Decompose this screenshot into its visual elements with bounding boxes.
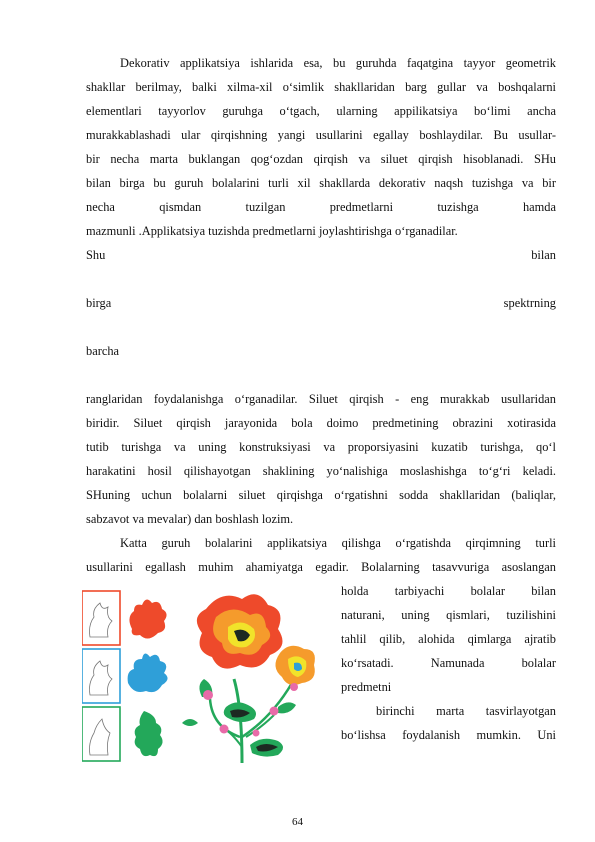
paragraph-line: naturani, uning qismlari, tuzilishini — [341, 608, 556, 622]
paragraph-line: ko‘rsatadi. Namunada bolalar — [341, 656, 556, 670]
paragraph-line: necha qismdan tuzilgan predmetlarni tuzishga hamda — [86, 200, 556, 214]
red-flower-cutout — [129, 599, 166, 638]
template-frame-blue — [82, 649, 120, 703]
blue-flower-cutout — [128, 653, 168, 692]
paragraph-line: Katta guruh bolalarini applikatsiya qilishga o‘rgatishda qirqimning turli — [120, 536, 556, 550]
paragraph-line: sabzavot va mevalar) dan boshlash lozim. — [86, 512, 294, 526]
paragraph-line: shakllar berilmay, balki xilma-xil o‘simlik shakllaridan barg gullar va boshqalarni — [86, 80, 556, 94]
paragraph-line: usullarini egallash muhim ahamiyatga egadir. Bolalarning tasavvuriga asoslangan — [86, 560, 556, 574]
paragraph-line: predmetni — [341, 680, 392, 694]
paragraph-line: tahlil qilib, alohida qimlarga ajratib — [341, 632, 556, 646]
paragraph-line: biridir. Siluet qirqish jarayonida bola doimo predmetining obrazini xotirasida — [86, 416, 556, 430]
applique-illustration — [82, 587, 330, 763]
paragraph-line: barcha — [86, 344, 120, 358]
decorative-bouquet — [182, 594, 315, 763]
paragraph-line: birga spektrning — [86, 296, 556, 310]
paragraph-line: harakatini hosil qilishayotgan shaklining yo‘nalishiga moslashishga to‘g‘ri keladi. — [86, 464, 556, 478]
page-number: 64 — [292, 816, 303, 828]
green-leaf-cutout — [135, 711, 163, 756]
paragraph-line: ranglaridan foydalanishga o‘rganadilar. Siluet qirqish - eng murakkab usullaridan — [86, 392, 556, 406]
paragraph-line: elementlari tayyorlov guruhga o‘tgach, ularning appilikatsiya bo‘limi ancha — [86, 104, 556, 118]
template-frame-red — [82, 591, 120, 645]
paragraph-line: murakkablashadi ular qirqishning yangi usullarini egallay boshlaydilar. Bu usullar- — [86, 128, 556, 142]
paragraph-line: bir necha marta buklangan qog‘ozdan qirqish va siluet qirqish hisoblanadi. SHu — [86, 152, 556, 166]
template-frame-green — [82, 707, 120, 761]
paragraph-line: holda tarbiyachi bolalar bilan — [341, 584, 556, 598]
paragraph-line: mazmunli .Applikatsiya tuzishda predmetlarni joylashtirishga o‘rganadilar. — [86, 224, 458, 238]
paragraph-line: SHuning uchun bolalarni siluet qirqishga o‘rgatishni sodda shakllaridan (baliqlar, — [86, 488, 556, 502]
paragraph-line: Dekorativ applikatsiya ishlarida esa, bu guruhda faqatgina tayyor geometrik — [120, 56, 556, 70]
paragraph-line: birinchi marta tasvirlayotgan — [376, 704, 556, 718]
paragraph-line: tutib turishga va uning konstruksiyasi va proporsiyasini kuzatib turishga, qo‘l — [86, 440, 556, 454]
paragraph-line: bilan birga bu guruh bolalarini turli xil shakllarda dekorativ naqsh tuzishga va bir — [86, 176, 556, 190]
paragraph-line: bo‘lishsa foydalanish mumkin. Uni — [341, 728, 556, 742]
paragraph-line: Shu bilan — [86, 248, 556, 262]
